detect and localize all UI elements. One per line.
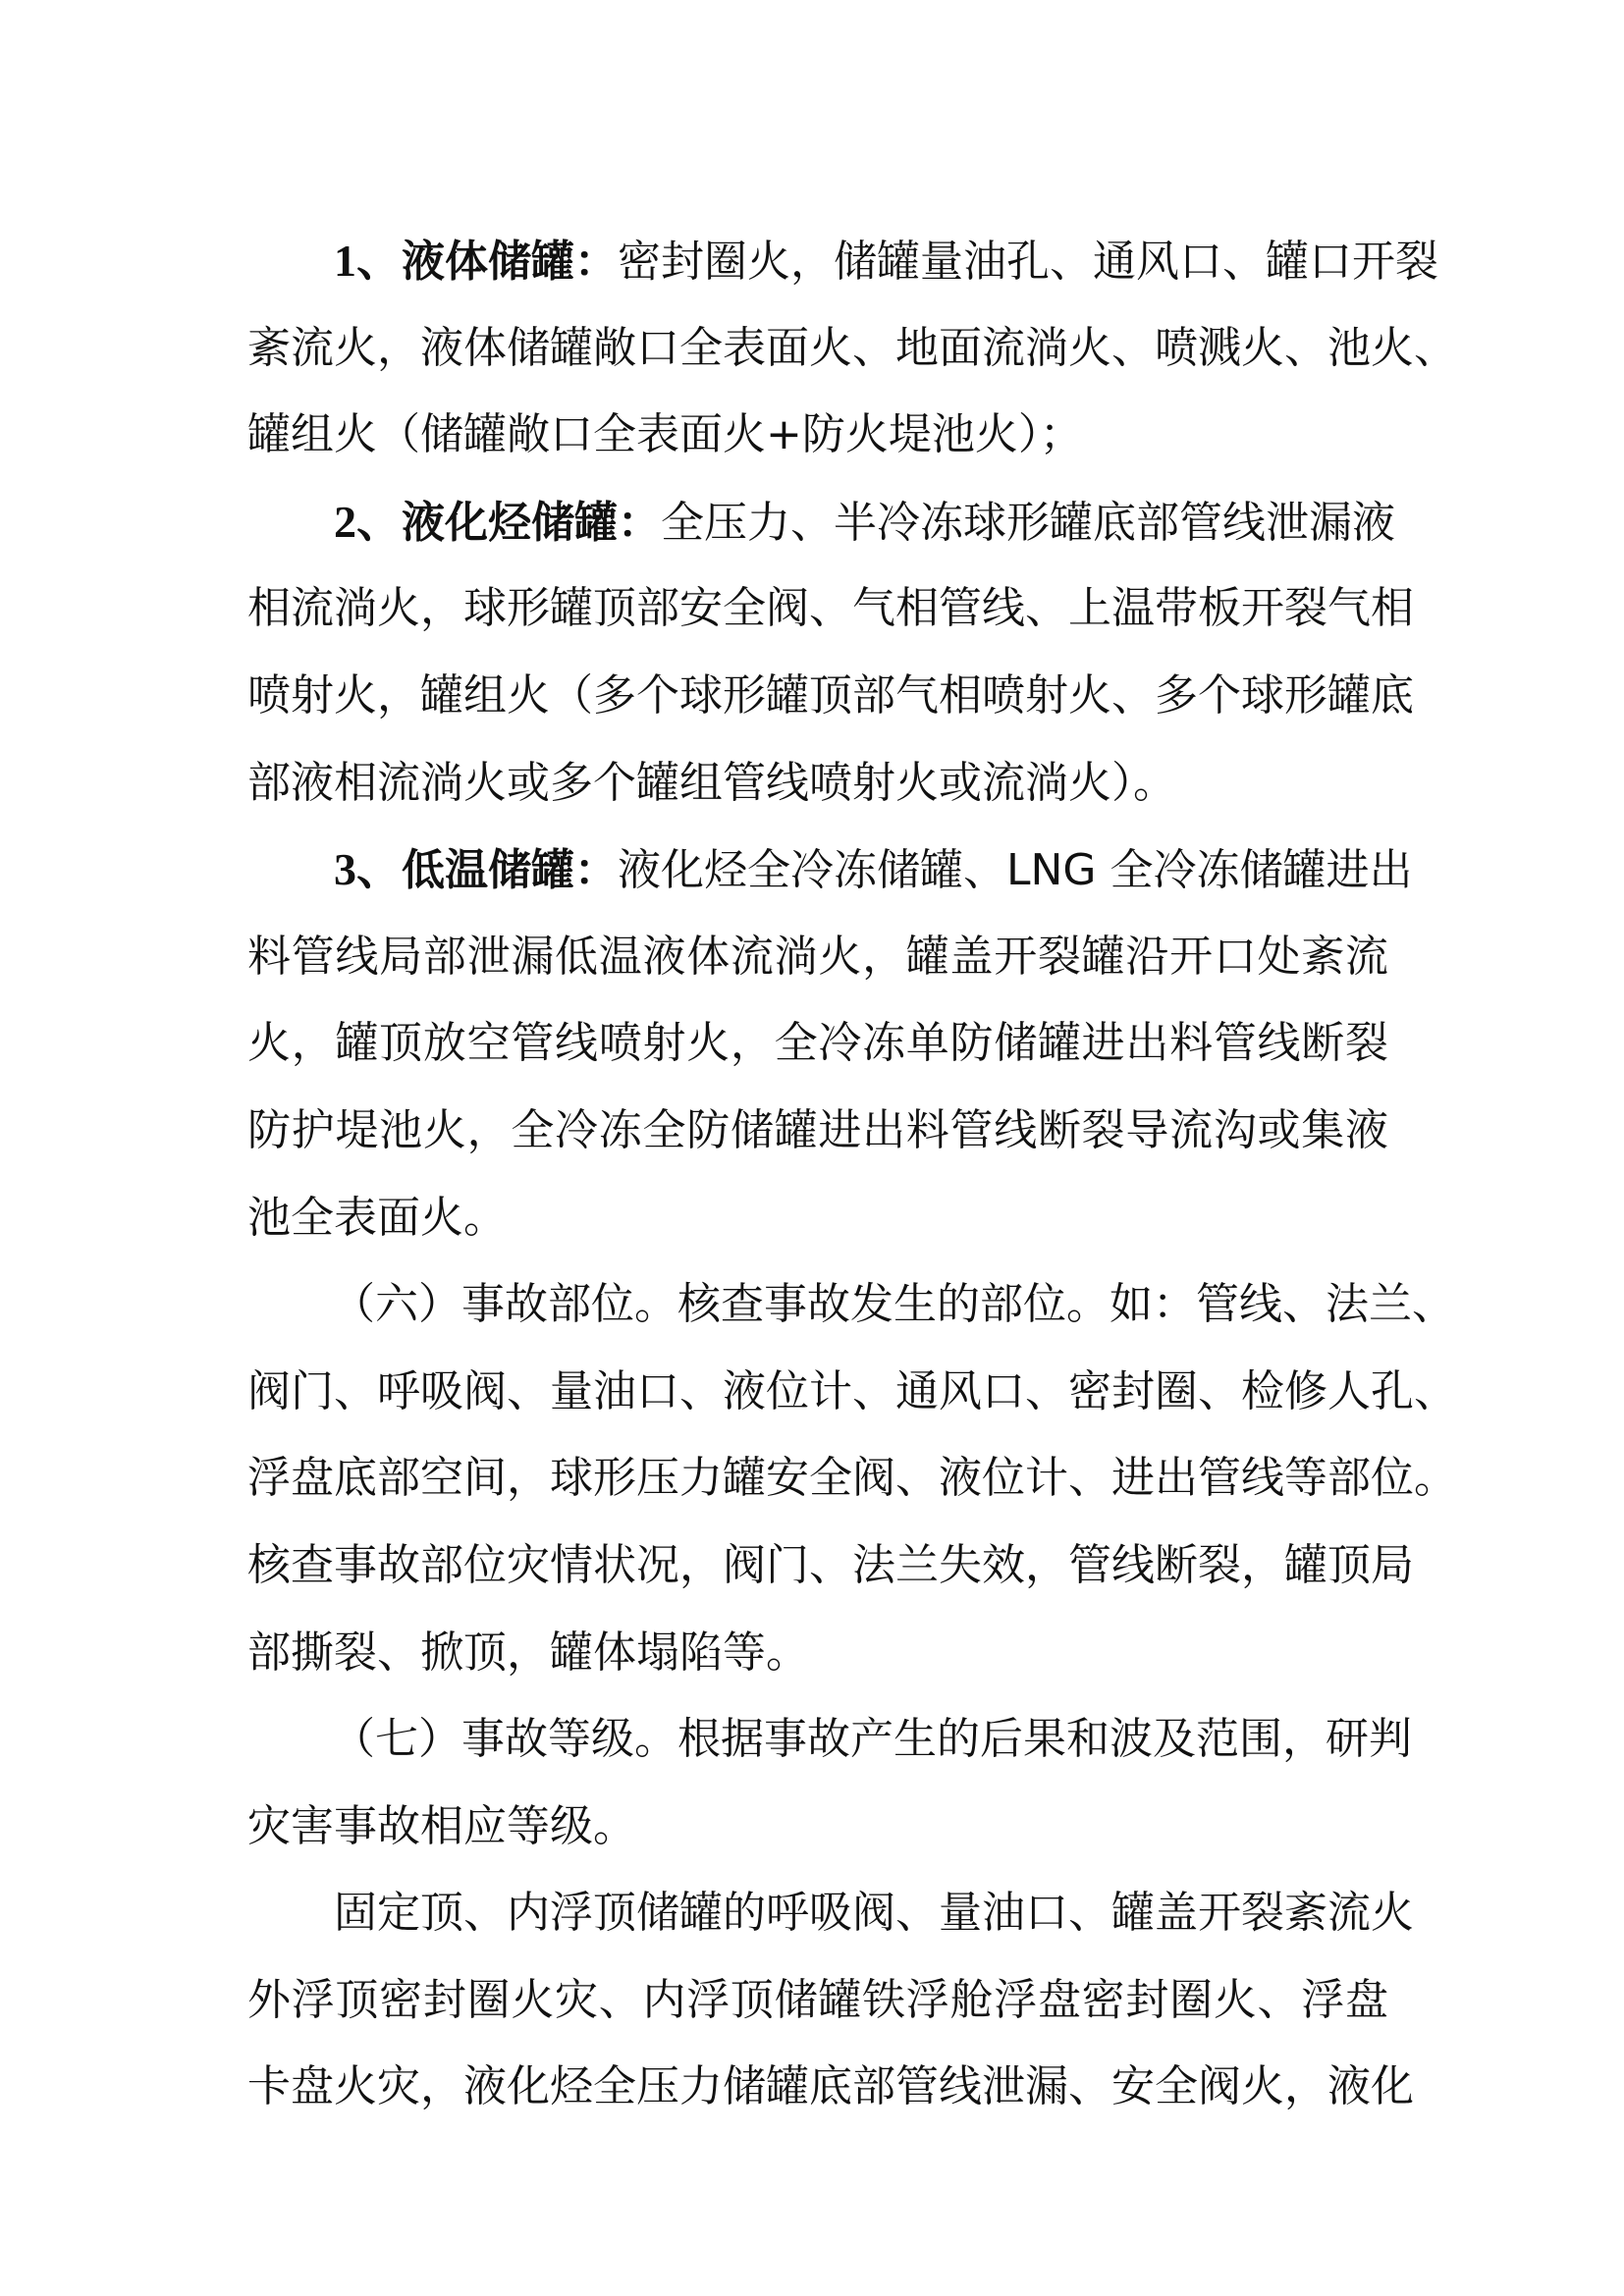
paragraph-line: 外浮顶密封圈火灾、内浮顶储罐铁浮舱浮盘密封圈火、浮盘 bbox=[247, 1974, 1388, 2025]
paragraph-line: 火，罐顶放空管线喷射火，全冷冻单防储罐进出料管线断裂 bbox=[247, 1018, 1388, 1069]
paragraph-line: 核查事故部位灾情状况，阀门、法兰失效，管线断裂，罐顶局 bbox=[247, 1539, 1414, 1590]
paragraph-line: 浮盘底部空间，球形压力罐安全阀、液位计、进出管线等部位。 bbox=[247, 1453, 1457, 1504]
paragraph-line: 喷射火，罐组火（多个球形罐顶部气相喷射火、多个球形罐底 bbox=[247, 669, 1414, 721]
paragraph-line: （七）事故等级。根据事故产生的后果和波及范围，研判 bbox=[332, 1714, 1412, 1765]
item-heading: 液体储罐： bbox=[402, 237, 618, 287]
paragraph-line bbox=[247, 827, 1413, 914]
line-text: 全压力、半冷冻球形罐底部管线泄漏液 bbox=[661, 497, 1395, 548]
paragraph-line: 防护堤池火，全冷冻全防储罐进出料管线断裂导流沟或集液 bbox=[247, 1104, 1388, 1155]
paragraph-line bbox=[247, 479, 1395, 566]
paragraph-line: 固定顶、内浮顶储罐的呼吸阀、量油口、罐盖开裂紊流火 bbox=[334, 1888, 1414, 1939]
paragraph-fire-types bbox=[247, 1870, 1414, 2131]
document-page bbox=[247, 218, 1457, 2131]
item-number: 3、 bbox=[334, 844, 402, 895]
paragraph-line: 料管线局部泄漏低温液体流淌火，罐盖开裂罐沿开口处紊流 bbox=[247, 931, 1388, 982]
item-number: 2、 bbox=[334, 496, 402, 547]
paragraph-line bbox=[247, 218, 1438, 305]
line-text: 密封圈火，储罐量油孔、通风口、罐口开裂 bbox=[618, 237, 1438, 287]
paragraph-line: 灾害事故相应等级。 bbox=[247, 1800, 636, 1851]
paragraph-line: 罐组火（储罐敞口全表面火+防火堤池火）； bbox=[247, 409, 1083, 460]
paragraph-lpg-tank bbox=[247, 479, 1414, 827]
paragraph-line: （六）事故部位。核查事故发生的部位。如：管线、法兰、 bbox=[332, 1279, 1455, 1330]
paragraph-line: 相流淌火，球形罐顶部安全阀、气相管线、上温带板开裂气相 bbox=[247, 583, 1414, 634]
paragraph-liquid-tank bbox=[247, 218, 1457, 479]
item-number: 1、 bbox=[334, 236, 402, 286]
paragraph-line: 卡盘火灾，液化烃全压力储罐底部管线泄漏、安全阀火，液化 bbox=[247, 2061, 1414, 2112]
paragraph-line: 部撕裂、掀顶，罐体塌陷等。 bbox=[247, 1627, 809, 1678]
paragraph-line: 紊流火，液体储罐敞口全表面火、地面流淌火、喷溅火、池火、 bbox=[247, 322, 1457, 373]
item-heading: 低温储罐： bbox=[402, 845, 618, 896]
paragraph-line: 阀门、呼吸阀、量油口、液位计、通风口、密封圈、检修人孔、 bbox=[247, 1365, 1457, 1416]
paragraph-accident-level bbox=[247, 1696, 1412, 1870]
paragraph-line: 池全表面火。 bbox=[247, 1192, 507, 1243]
line-text: 液化烃全冷冻储罐、LNG 全冷冻储罐进出 bbox=[618, 845, 1413, 896]
paragraph-cryogenic-tank bbox=[247, 827, 1413, 1261]
paragraph-line: 部液相流淌火或多个罐组管线喷射火或流淌火）。 bbox=[247, 757, 1176, 808]
item-heading: 液化烃储罐： bbox=[402, 497, 661, 548]
paragraph-accident-location bbox=[247, 1261, 1457, 1696]
